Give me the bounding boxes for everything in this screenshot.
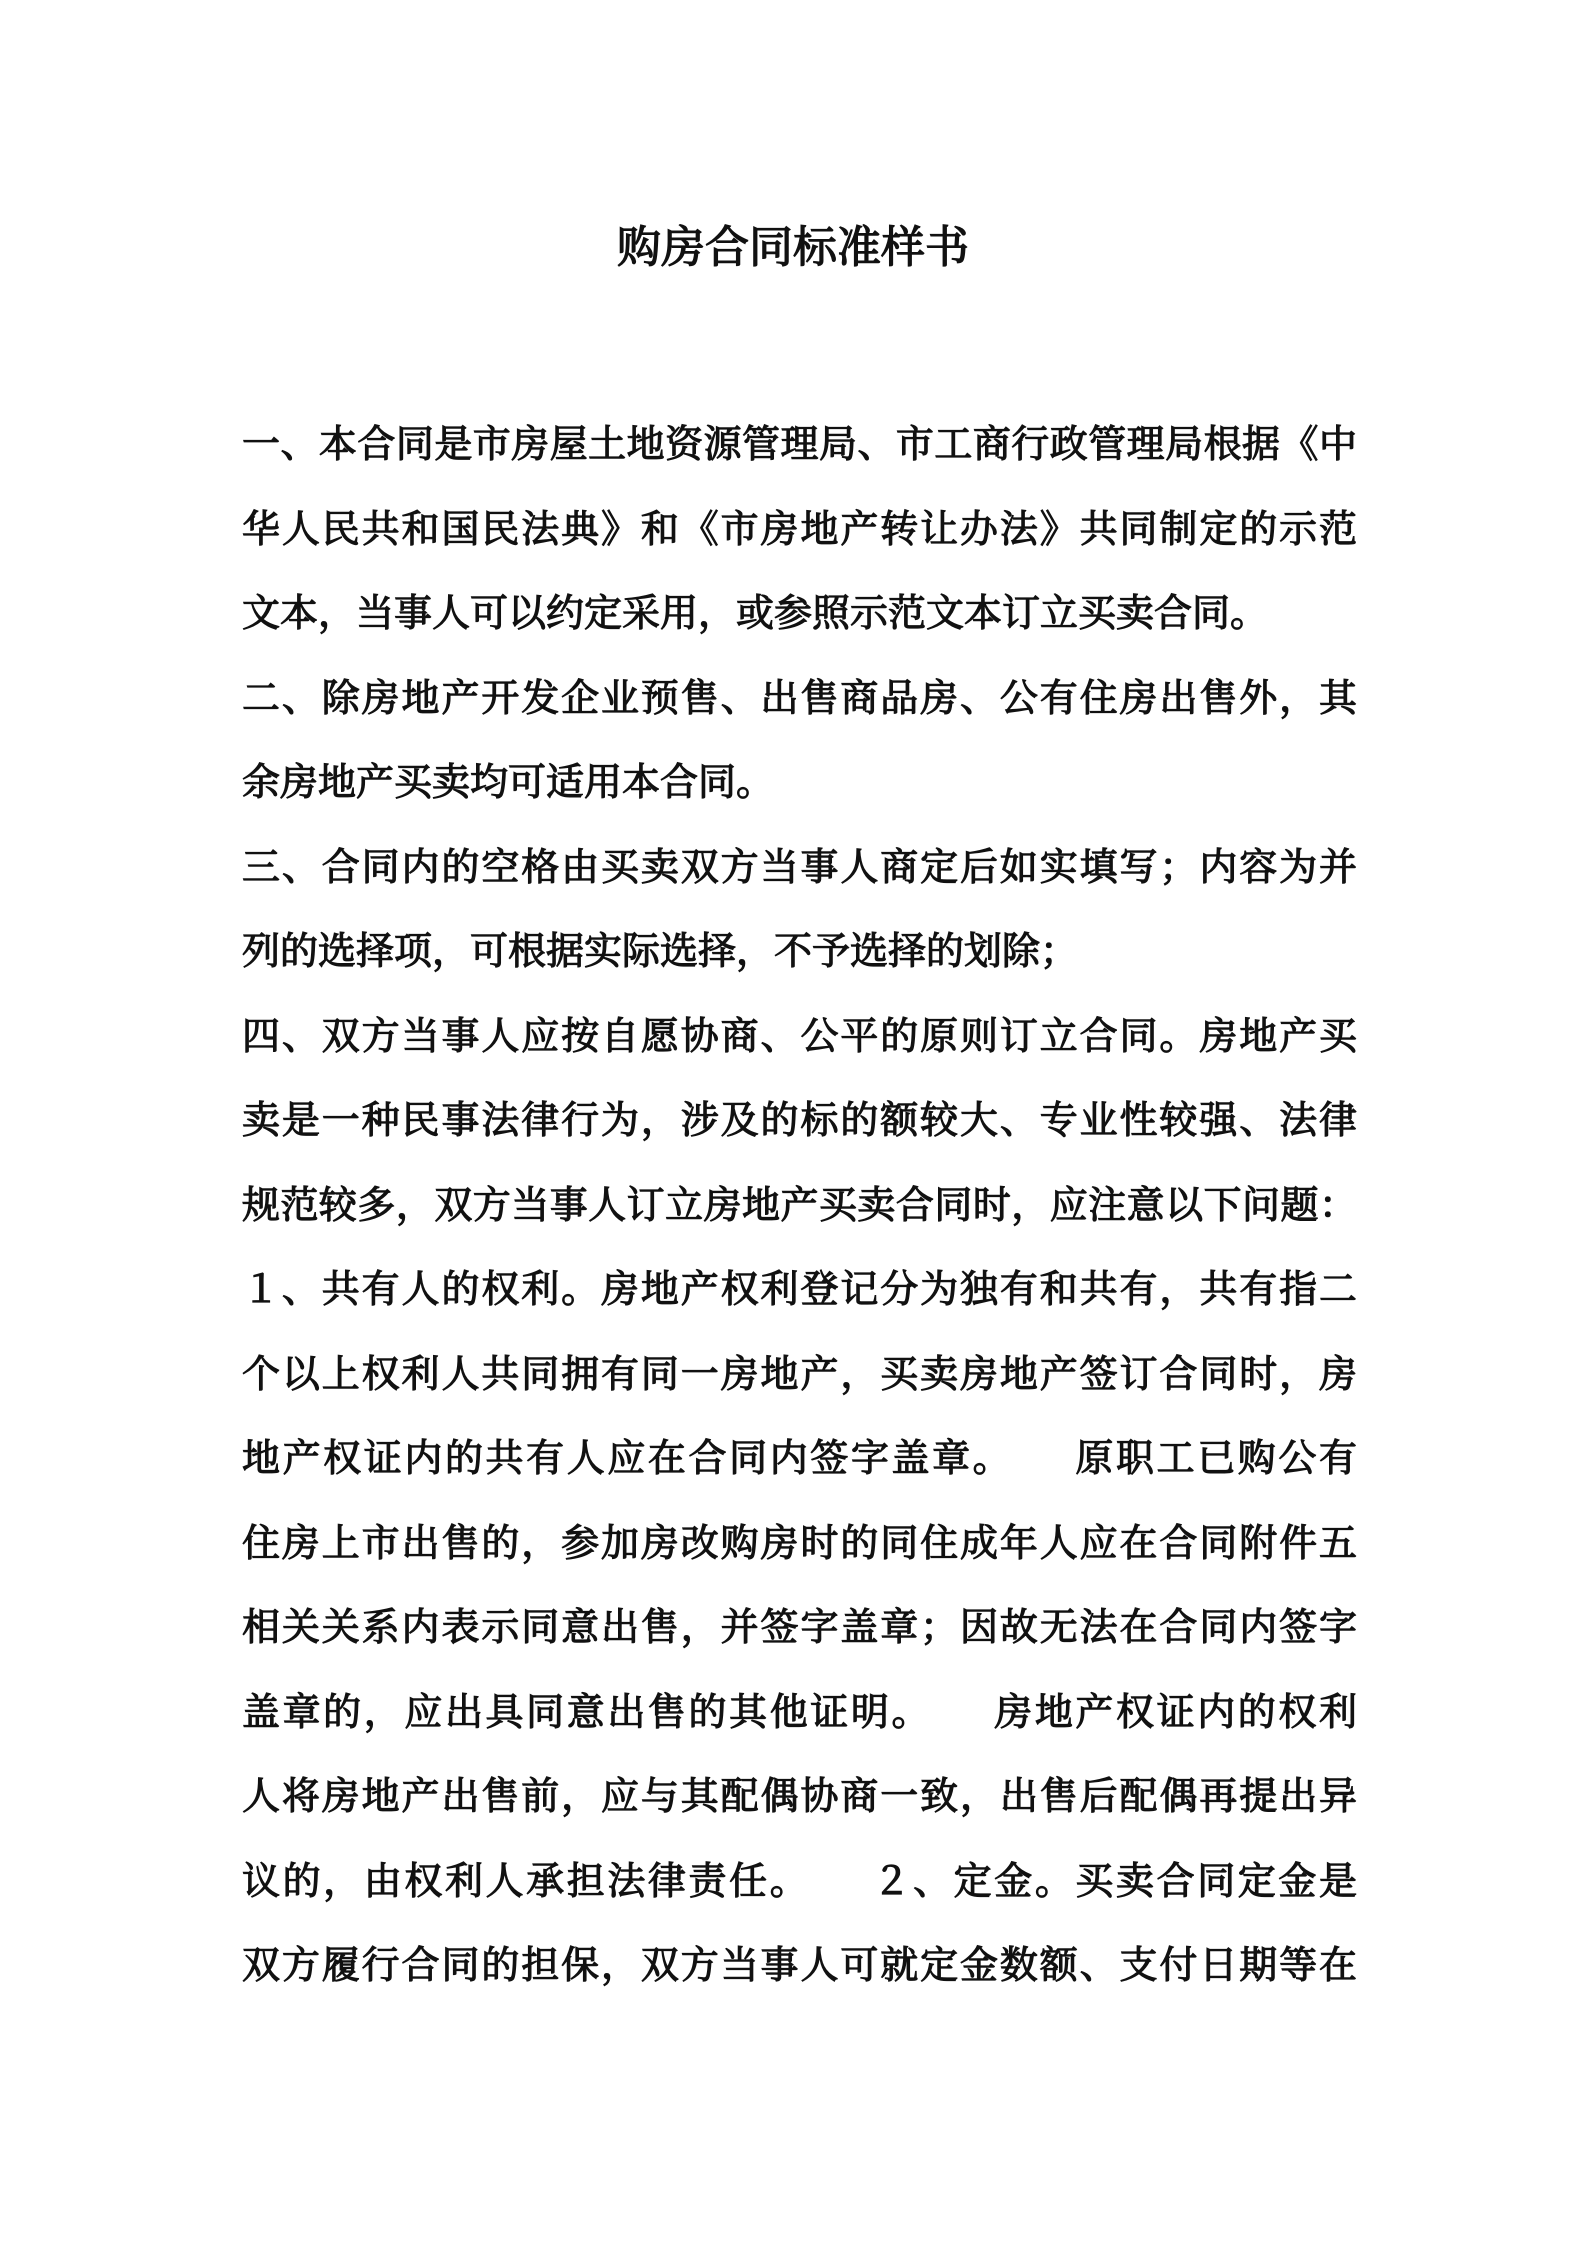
body-line: 列的选择项，可根据实际选择，不予选择的划除； — [242, 929, 1079, 973]
body-line: 相关关系内表示同意出售，并签字盖章；因故无法在合同内签字 — [242, 1605, 1357, 1649]
body-line: 人将房地产出售前，应与其配偶协商一致，出售后配偶再提出异 — [242, 1774, 1357, 1818]
document-body — [242, 402, 1357, 2008]
body-line: 四、双方当事人应按自愿协商、公平的原则订立合同。房地产买 — [242, 1013, 1357, 1058]
document-title: 购房合同标准样书 — [617, 222, 969, 273]
body-line: 住房上市出售的，参加房改购房时的同住成年人应在合同附件五 — [242, 1520, 1357, 1565]
body-line: 一、本合同是市房屋土地资源管理局、市工商行政管理局根据《中 — [242, 422, 1357, 466]
body-line: 华人民共和国民法典》和《市房地产转让办法》共同制定的示范 — [242, 506, 1357, 551]
body-line: １、共有人的权利。房地产权利登记分为独有和共有，共有指二 — [242, 1267, 1357, 1311]
body-line: 卖是一种民事法律行为，涉及的标的额较大、专业性较强、法律 — [242, 1098, 1357, 1142]
body-line: 余房地产买卖均可适用本合同。 — [242, 760, 775, 804]
body-line: 三、合同内的空格由买卖双方当事人商定后如实填写；内容为并 — [242, 844, 1357, 889]
body-line: 地产权证内的共有人应在合同内签字盖章。 原职工已购公有 — [242, 1436, 1357, 1480]
body-line: 个以上权利人共同拥有同一房地产，买卖房地产签订合同时，房 — [242, 1351, 1357, 1396]
body-line: 盖章的，应出具同意出售的其他证明。 房地产权证内的权利 — [242, 1689, 1357, 1734]
body-line: 规范较多，双方当事人订立房地产买卖合同时，应注意以下问题： — [242, 1182, 1357, 1227]
body-line: 双方履行合同的担保，双方当事人可就定金数额、支付日期等在 — [242, 1943, 1357, 1987]
body-line: 议的，由权利人承担法律责任。 ２、定金。买卖合同定金是 — [242, 1858, 1357, 1903]
body-line: 二、除房地产开发企业预售、出售商品房、公有住房出售外，其 — [242, 675, 1357, 720]
body-line: 文本，当事人可以约定采用，或参照示范文本订立买卖合同。 — [242, 591, 1269, 635]
